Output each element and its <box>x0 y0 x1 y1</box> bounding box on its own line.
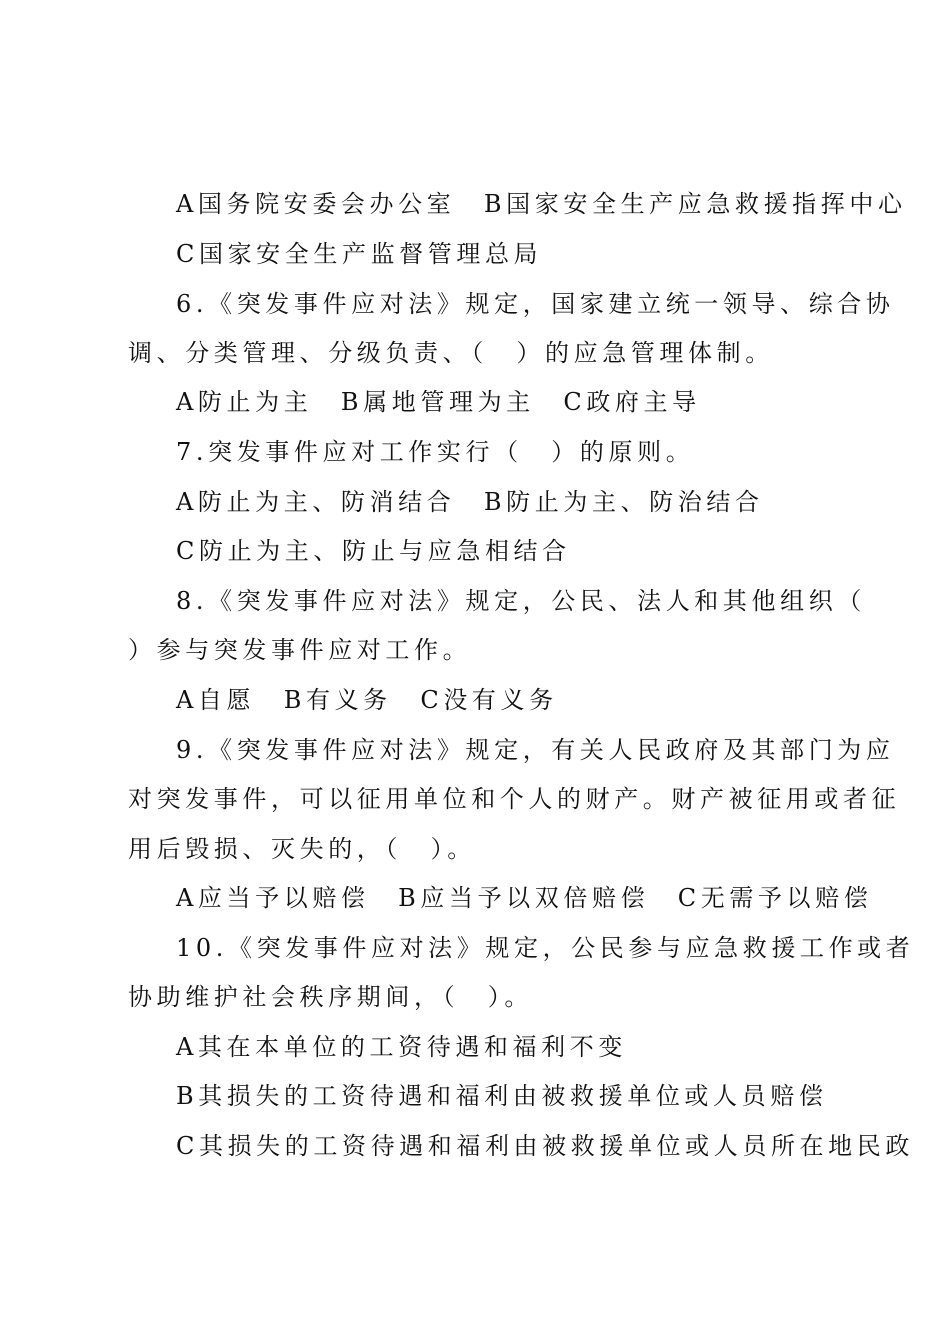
option-line-q10-a: A其在本单位的工资待遇和福利不变 <box>176 1033 627 1061</box>
option-line-q9: A应当予以赔偿 B应当予以双倍赔偿 C无需予以赔偿 <box>176 884 873 912</box>
question-9-line-1: 9.《突发事件应对法》规定，有关人民政府及其部门为应 <box>176 736 895 764</box>
option-line-q7-c: C防止为主、防止与应急相结合 <box>176 537 571 565</box>
question-8-line-2: ）参与突发事件应对工作。 <box>128 636 472 664</box>
question-9-line-3: 用后毁损、灭失的，（ ）。 <box>128 835 476 863</box>
question-9-line-2: 对突发事件，可以征用单位和个人的财产。财产被征用或者征 <box>128 785 901 813</box>
question-6-line-1: 6.《突发事件应对法》规定，国家建立统一领导、综合协 <box>176 290 895 318</box>
option-line-q6: A防止为主 B属地管理为主 C政府主导 <box>176 388 701 416</box>
option-line-q10-c: C其损失的工资待遇和福利由被救援单位或人员所在地民政 <box>176 1132 914 1160</box>
option-line-q5-ab: A国务院安委会办公室 B国家安全生产应急救援指挥中心 <box>176 190 907 218</box>
option-line-q10-b: B其损失的工资待遇和福利由被救援单位或人员赔偿 <box>176 1082 828 1110</box>
question-6-line-2: 调、分类管理、分级负责、（ ）的应急管理体制。 <box>128 339 774 367</box>
question-8-line-1: 8.《突发事件应对法》规定，公民、法人和其他组织（ <box>176 587 866 615</box>
option-line-q5-c: C国家安全生产监督管理总局 <box>176 240 543 268</box>
question-7-line-1: 7.突发事件应对工作实行（ ）的原则。 <box>176 438 695 466</box>
option-line-q7-ab: A防止为主、防消结合 B防止为主、防治结合 <box>176 488 764 516</box>
option-line-q8: A自愿 B有义务 C没有义务 <box>176 686 558 714</box>
question-10-line-1: 10.《突发事件应对法》规定，公民参与应急救援工作或者 <box>176 934 915 962</box>
question-10-line-2: 协助维护社会秩序期间，（ ）。 <box>128 983 533 1011</box>
